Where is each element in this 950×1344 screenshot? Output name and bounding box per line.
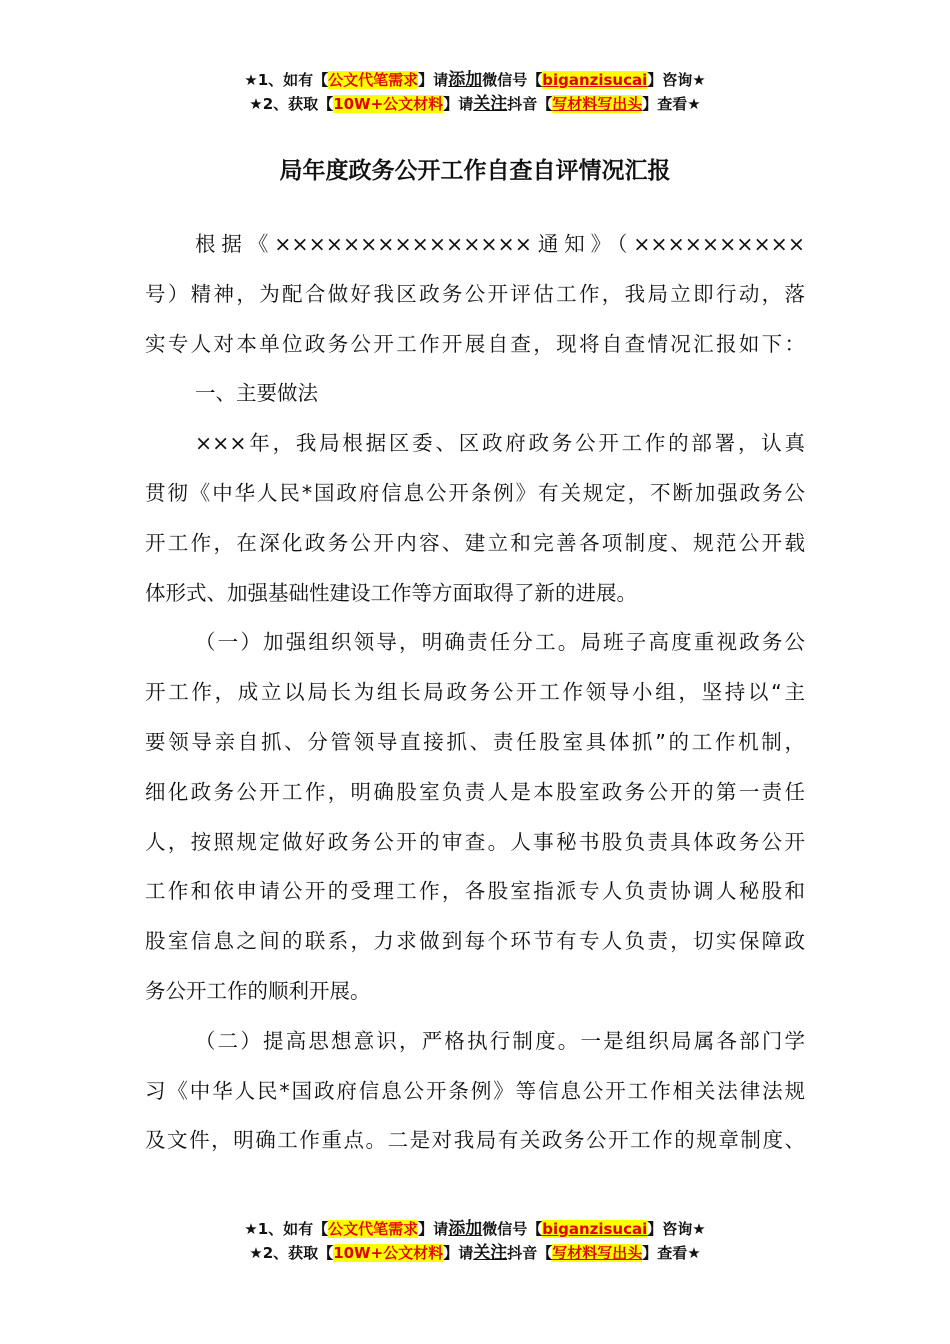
- text-line: 体形式、加强基础性建设工作等方面取得了新的进展。: [145, 580, 637, 605]
- ad-highlight: 公文代笔需求: [328, 71, 419, 89]
- text-line: 贯彻《中华人民*国政府信息公开条例》有关规定，不断加强政务公: [145, 481, 805, 505]
- text-line: 一、主要做法: [195, 381, 318, 406]
- ad-text: ★2、获取【: [249, 95, 334, 113]
- ad-text: 】请: [418, 71, 449, 89]
- ad-highlight: 10W+公文材料: [333, 95, 444, 113]
- ad-highlight: 公文代笔需求: [328, 1220, 419, 1238]
- ad-text: 】请: [418, 1220, 449, 1238]
- ad-text: 】咨询★: [647, 71, 706, 89]
- text-line: 习《中华人民*国政府信息公开条例》等信息公开工作相关法律法规: [145, 1078, 805, 1103]
- ad-emphasis: 添加: [448, 70, 483, 90]
- text-line: 人，按照规定做好政务公开的审查。人事秘书股负责具体政务公开: [145, 829, 805, 854]
- ad-text: ★2、获取【: [249, 1244, 334, 1262]
- text-line: （一）加强组织领导，明确责任分工。局班子高度重视政务公: [195, 630, 805, 655]
- ad-emphasis: 关注: [473, 94, 508, 114]
- ad-text: 抖音【: [507, 1244, 553, 1262]
- ad-text: 微信号【: [482, 71, 543, 89]
- ad-line-2: [0, 92, 950, 116]
- ad-text: 微信号【: [482, 1220, 543, 1238]
- ad-line-1: [0, 68, 950, 92]
- ad-line-2: [0, 1241, 950, 1265]
- ad-douyin-id: 写材料写出头: [552, 1244, 643, 1262]
- ad-wechat-id: biganzisucai: [542, 71, 648, 89]
- text-line: 开工作，成立以局长为组长局政务公开工作领导小组，坚持以“主: [145, 680, 805, 705]
- text-line: ×××年，我局根据区委、区政府政务公开工作的部署，认真: [195, 431, 805, 456]
- text-line: 务公开工作的顺利开展。: [145, 979, 371, 1003]
- ad-text: 】咨询★: [647, 1220, 706, 1238]
- ad-text: 】请: [443, 95, 474, 113]
- text-line: 开工作，在深化政务公开内容、建立和完善各项制度、规范公开载: [145, 530, 805, 555]
- ad-text: 】查看★: [642, 1244, 701, 1262]
- text-line: 号）精神，为配合做好我区政务公开评估工作，我局立即行动，落: [145, 281, 805, 306]
- ad-text: 】请: [443, 1244, 474, 1262]
- ad-emphasis: 添加: [448, 1219, 483, 1239]
- ad-text: 抖音【: [507, 95, 553, 113]
- ad-banner-top: [0, 68, 950, 116]
- text-line: 工作和依申请公开的受理工作，各股室指派专人负责协调人秘股和: [145, 879, 805, 904]
- text-line: 及文件，明确工作重点。二是对我局有关政务公开工作的规章制度、: [145, 1128, 805, 1153]
- ad-text: ★1、如有【: [244, 1220, 329, 1238]
- document-title: 局年度政务公开工作自查自评情况汇报: [279, 158, 671, 184]
- text-line: 实专人对本单位政务公开工作开展自查，现将自查情况汇报如下：: [145, 331, 805, 356]
- text-line: （二）提高思想意识，严格执行制度。一是组织局属各部门学: [195, 1028, 805, 1053]
- ad-wechat-id: biganzisucai: [542, 1220, 648, 1238]
- ad-line-1: [0, 1217, 950, 1241]
- ad-text: 】查看★: [642, 95, 701, 113]
- text-line: 根据《×××××××××××××××通知》（××××××××××: [195, 232, 805, 256]
- ad-highlight: 10W+公文材料: [333, 1244, 444, 1262]
- ad-text: ★1、如有【: [244, 71, 329, 89]
- ad-douyin-id: 写材料写出头: [552, 95, 643, 113]
- ad-emphasis: 关注: [473, 1243, 508, 1263]
- text-line: 细化政务公开工作，明确股室负责人是本股室政务公开的第一责任: [145, 779, 805, 804]
- text-line: 要领导亲自抓、分管领导直接抓、责任股室具体抓”的工作机制，: [145, 730, 805, 754]
- ad-banner-bottom: [0, 1217, 950, 1265]
- text-line: 股室信息之间的联系，力求做到每个环节有专人负责，切实保障政: [145, 929, 805, 954]
